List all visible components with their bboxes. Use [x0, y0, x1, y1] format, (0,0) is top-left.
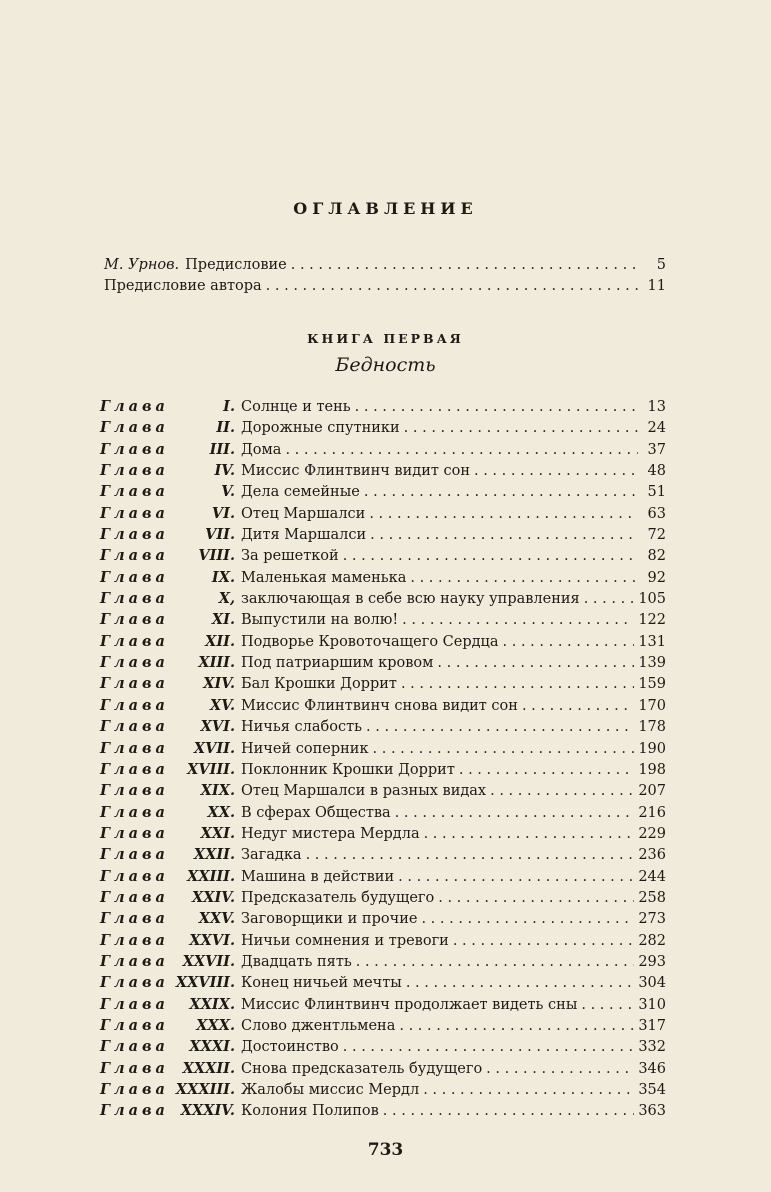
chapter-label: Глава — [100, 995, 169, 1013]
chapter-title: Жалобы миссис Мердл — [241, 1082, 420, 1098]
chapter-entry — [100, 974, 666, 995]
chapter-page: 139 — [638, 655, 666, 672]
chapter-page: 105 — [638, 591, 666, 608]
chapter-number: XXXI. — [189, 1038, 235, 1056]
chapter-page: 122 — [638, 612, 666, 629]
chapter-title: Бал Крошки Доррит — [241, 676, 397, 693]
chapter-label: Глава — [100, 910, 169, 928]
chapter-page: 310 — [638, 996, 666, 1013]
dot-leader — [285, 442, 638, 458]
dot-leader — [399, 1018, 634, 1034]
chapter-page: 92 — [647, 569, 666, 586]
chapter-number: XIV. — [203, 675, 235, 693]
dot-leader — [343, 548, 638, 564]
chapter-number: XII. — [205, 632, 235, 650]
chapter-number: XIII. — [198, 654, 235, 672]
chapter-title: Миссис Флинтвинч видит сон — [241, 463, 470, 480]
chapter-entry — [100, 740, 666, 761]
chapter-number: XXXIII. — [175, 1081, 235, 1098]
chapter-list — [100, 398, 666, 1124]
chapter-page: 332 — [638, 1039, 666, 1056]
chapter-number: XVI. — [200, 718, 235, 736]
chapter-number: IX. — [211, 568, 235, 586]
chapter-number: XVIII. — [187, 760, 235, 778]
dot-leader — [355, 399, 638, 415]
chapter-page: 178 — [638, 719, 666, 736]
chapter-title: Миссис Флинтвинч продолжает видеть сны — [241, 996, 578, 1013]
chapter-page: 13 — [647, 399, 666, 415]
dot-leader — [402, 612, 634, 628]
dot-leader — [373, 741, 635, 757]
entry-page: 11 — [647, 278, 666, 294]
chapter-label: Глава — [100, 526, 169, 544]
chapter-entry — [100, 441, 666, 462]
chapter-label: Глава — [100, 590, 169, 608]
chapter-entry — [100, 1017, 666, 1038]
chapter-page: 273 — [638, 911, 666, 928]
chapter-entry — [100, 398, 666, 419]
chapter-label: Глава — [100, 632, 169, 650]
chapter-title: Двадцать пять — [241, 953, 352, 970]
dot-leader — [423, 1082, 634, 1098]
chapter-entry — [100, 910, 666, 931]
dot-leader — [395, 805, 635, 821]
chapter-page: 131 — [638, 633, 666, 650]
chapter-entry — [100, 1038, 666, 1059]
chapter-title: За решеткой — [241, 548, 339, 565]
chapter-page: 216 — [638, 804, 666, 821]
chapter-number: XXVIII. — [175, 974, 235, 992]
chapter-page: 229 — [638, 825, 666, 842]
entry-title: Предисловие автора — [104, 278, 262, 294]
chapter-label: Глава — [100, 440, 169, 458]
chapter-entry — [100, 932, 666, 953]
chapter-page: 51 — [647, 484, 666, 501]
chapter-label: Глава — [100, 718, 169, 736]
chapter-number: XXXIV. — [180, 1102, 235, 1120]
chapter-label: Глава — [100, 547, 169, 565]
chapter-page: 24 — [647, 420, 666, 437]
chapter-page: 37 — [647, 441, 666, 458]
dot-leader — [421, 911, 634, 927]
chapter-number: XXIX. — [189, 995, 235, 1013]
chapter-title: Загадка — [241, 847, 302, 864]
chapter-label: Глава — [100, 504, 169, 522]
chapter-title: заключающая в себе всю науку управления — [241, 591, 580, 608]
chapter-page: 354 — [638, 1082, 666, 1098]
chapter-title: В сферах Общества — [241, 804, 391, 821]
chapter-title: Дитя Маршалси — [241, 527, 367, 544]
chapter-label: Глава — [100, 419, 169, 437]
chapter-entry — [100, 761, 666, 782]
chapter-label: Глава — [100, 1038, 169, 1056]
chapter-title: Отец Маршалси в разных видах — [241, 783, 487, 800]
chapter-title: Недуг мистера Мердла — [241, 825, 420, 842]
chapter-entry — [100, 590, 666, 611]
chapter-entry — [100, 675, 666, 696]
chapter-page: 198 — [638, 761, 666, 778]
chapter-label: Глава — [100, 931, 169, 949]
chapter-label: Глава — [100, 1081, 169, 1098]
front-matter-list — [104, 257, 666, 299]
chapter-entry — [100, 718, 666, 739]
chapter-title: Конец ничьей мечты — [241, 975, 402, 992]
chapter-label: Глава — [100, 654, 169, 672]
chapter-title: Дела семейные — [241, 484, 360, 501]
chapter-number: II. — [216, 419, 235, 437]
chapter-title: Дома — [241, 441, 282, 458]
dot-leader — [366, 719, 634, 735]
front-matter-entry — [104, 257, 666, 278]
chapter-entry — [100, 569, 666, 590]
chapter-page: 293 — [638, 953, 666, 970]
chapter-number: XXX. — [196, 1016, 235, 1034]
chapter-title: Отец Маршалси — [241, 505, 366, 522]
chapter-number: XXIV. — [191, 888, 235, 906]
chapter-page: 82 — [647, 548, 666, 565]
chapter-entry — [100, 462, 666, 483]
chapter-title: Машина в действии — [241, 868, 395, 885]
chapter-number: XI. — [211, 611, 235, 629]
chapter-label: Глава — [100, 952, 169, 970]
chapter-page: 190 — [638, 740, 666, 757]
chapter-page: 317 — [638, 1017, 666, 1034]
chapter-label: Глава — [100, 462, 169, 480]
chapter-page: 236 — [638, 847, 666, 864]
chapter-number: VIII. — [198, 547, 235, 565]
chapter-number: XVII. — [193, 739, 235, 757]
dot-leader — [370, 527, 638, 543]
chapter-label: Глава — [100, 1059, 169, 1077]
chapter-label: Глава — [100, 974, 169, 992]
chapter-entry — [100, 419, 666, 440]
chapter-number: XX. — [207, 803, 235, 821]
chapter-number: XXVII. — [182, 952, 235, 970]
chapter-number: XV. — [209, 696, 235, 714]
chapter-title: Ничьи сомнения и тревоги — [241, 932, 449, 949]
dot-leader — [503, 634, 635, 650]
chapter-page: 48 — [647, 463, 666, 480]
chapter-entry — [100, 996, 666, 1017]
chapter-number: V. — [221, 483, 235, 501]
chapter-title: Дорожные спутники — [241, 420, 400, 437]
page-number: 733 — [367, 1140, 404, 1160]
chapter-label: Глава — [100, 696, 169, 714]
dot-leader — [459, 762, 634, 778]
chapter-title: Миссис Флинтвинч снова видит сон — [241, 697, 518, 714]
chapter-number: IV. — [214, 462, 235, 480]
dot-leader — [410, 570, 638, 586]
chapter-title: Колония Полипов — [241, 1103, 379, 1120]
chapter-page: 363 — [638, 1103, 666, 1120]
dot-leader — [404, 420, 638, 436]
chapter-label: Глава — [100, 782, 169, 800]
chapter-entry — [100, 611, 666, 632]
dot-leader — [369, 506, 638, 522]
chapter-entry — [100, 1081, 666, 1102]
dot-leader — [306, 847, 635, 863]
dot-leader — [401, 676, 634, 692]
part-title: Бедность — [335, 354, 436, 376]
chapter-label: Глава — [100, 1102, 169, 1120]
chapter-page: 282 — [638, 932, 666, 949]
entry-page: 5 — [656, 257, 666, 273]
chapter-title: Слово джентльмена — [241, 1017, 396, 1034]
chapter-title: Выпустили на волю! — [241, 612, 399, 629]
chapter-page: 170 — [638, 697, 666, 714]
dot-leader — [438, 890, 634, 906]
dot-leader — [437, 655, 634, 671]
chapter-label: Глава — [100, 824, 169, 842]
chapter-page: 159 — [638, 676, 666, 693]
dot-leader — [474, 463, 638, 479]
chapter-entry — [100, 1102, 666, 1123]
chapter-label: Глава — [100, 867, 169, 885]
chapter-title: Поклонник Крошки Доррит — [241, 761, 455, 778]
chapter-label: Глава — [100, 803, 169, 821]
chapter-entry — [100, 804, 666, 825]
chapter-title: Солнце и тень — [241, 399, 351, 415]
dot-leader — [343, 1039, 635, 1055]
chapter-label: Глава — [100, 675, 169, 693]
chapter-entry — [100, 526, 666, 547]
toc-title: ОГЛАВЛЕНИЕ — [293, 199, 478, 218]
dot-leader — [453, 933, 634, 949]
chapter-title: Ничья слабость — [241, 719, 363, 736]
chapter-label: Глава — [100, 398, 169, 415]
chapter-title: Маленькая маменька — [241, 569, 407, 586]
chapter-number: XXV. — [198, 910, 235, 928]
chapter-page: 244 — [638, 868, 666, 885]
chapter-page: 63 — [647, 505, 666, 522]
entry-author: М. Урнов. — [104, 257, 180, 273]
chapter-number: XXIII. — [187, 867, 235, 885]
front-matter-entry — [104, 278, 666, 299]
dot-leader — [584, 591, 635, 607]
chapter-number: XXI. — [200, 824, 235, 842]
chapter-label: Глава — [100, 760, 169, 778]
dot-leader — [364, 484, 638, 500]
chapter-label: Глава — [100, 483, 169, 501]
chapter-entry — [100, 846, 666, 867]
dot-leader — [398, 869, 634, 885]
chapter-label: Глава — [100, 611, 169, 629]
chapter-entry — [100, 697, 666, 718]
chapter-page: 346 — [638, 1060, 666, 1077]
chapter-number: I. — [223, 398, 235, 415]
chapter-entry — [100, 633, 666, 654]
chapter-entry — [100, 782, 666, 803]
chapter-number: XXII. — [193, 846, 235, 864]
book-title: КНИГА ПЕРВАЯ — [307, 331, 464, 346]
chapter-page: 207 — [638, 783, 666, 800]
entry-title: Предисловие — [185, 257, 287, 273]
chapter-entry — [100, 505, 666, 526]
dot-leader — [522, 698, 634, 714]
dot-leader — [424, 826, 635, 842]
chapter-page: 258 — [638, 889, 666, 906]
dot-leader — [406, 975, 635, 991]
chapter-number: VII. — [205, 526, 235, 544]
chapter-label: Глава — [100, 568, 169, 586]
chapter-entry — [100, 1060, 666, 1081]
chapter-title: Подворье Кровоточащего Сердца — [241, 633, 499, 650]
chapter-page: 72 — [647, 527, 666, 544]
dot-leader — [490, 783, 634, 799]
dot-leader — [266, 278, 638, 294]
chapter-number: XXXII. — [182, 1059, 235, 1077]
chapter-title: Заговорщики и прочие — [241, 911, 418, 928]
chapter-number: III. — [209, 440, 235, 458]
chapter-title: Ничей соперник — [241, 740, 369, 757]
chapter-label: Глава — [100, 888, 169, 906]
chapter-entry — [100, 825, 666, 846]
chapter-title: Под патриаршим кровом — [241, 655, 434, 672]
chapter-entry — [100, 889, 666, 910]
dot-leader — [581, 997, 634, 1013]
chapter-label: Глава — [100, 1016, 169, 1034]
chapter-entry — [100, 483, 666, 504]
chapter-number: X, — [218, 590, 235, 608]
dot-leader — [291, 257, 638, 273]
chapter-entry — [100, 547, 666, 568]
chapter-title: Снова предсказатель будущего — [241, 1060, 483, 1077]
chapter-title: Достоинство — [241, 1039, 339, 1056]
chapter-number: VI. — [211, 504, 235, 522]
chapter-label: Глава — [100, 739, 169, 757]
chapter-entry — [100, 868, 666, 889]
chapter-entry — [100, 953, 666, 974]
chapter-page: 304 — [638, 975, 666, 992]
chapter-title: Предсказатель будущего — [241, 889, 435, 906]
chapter-number: XIX. — [200, 782, 235, 800]
chapter-entry — [100, 654, 666, 675]
chapter-number: XXVI. — [189, 931, 235, 949]
chapter-label: Глава — [100, 846, 169, 864]
dot-leader — [356, 954, 635, 970]
dot-leader — [383, 1103, 635, 1119]
dot-leader — [486, 1061, 634, 1077]
